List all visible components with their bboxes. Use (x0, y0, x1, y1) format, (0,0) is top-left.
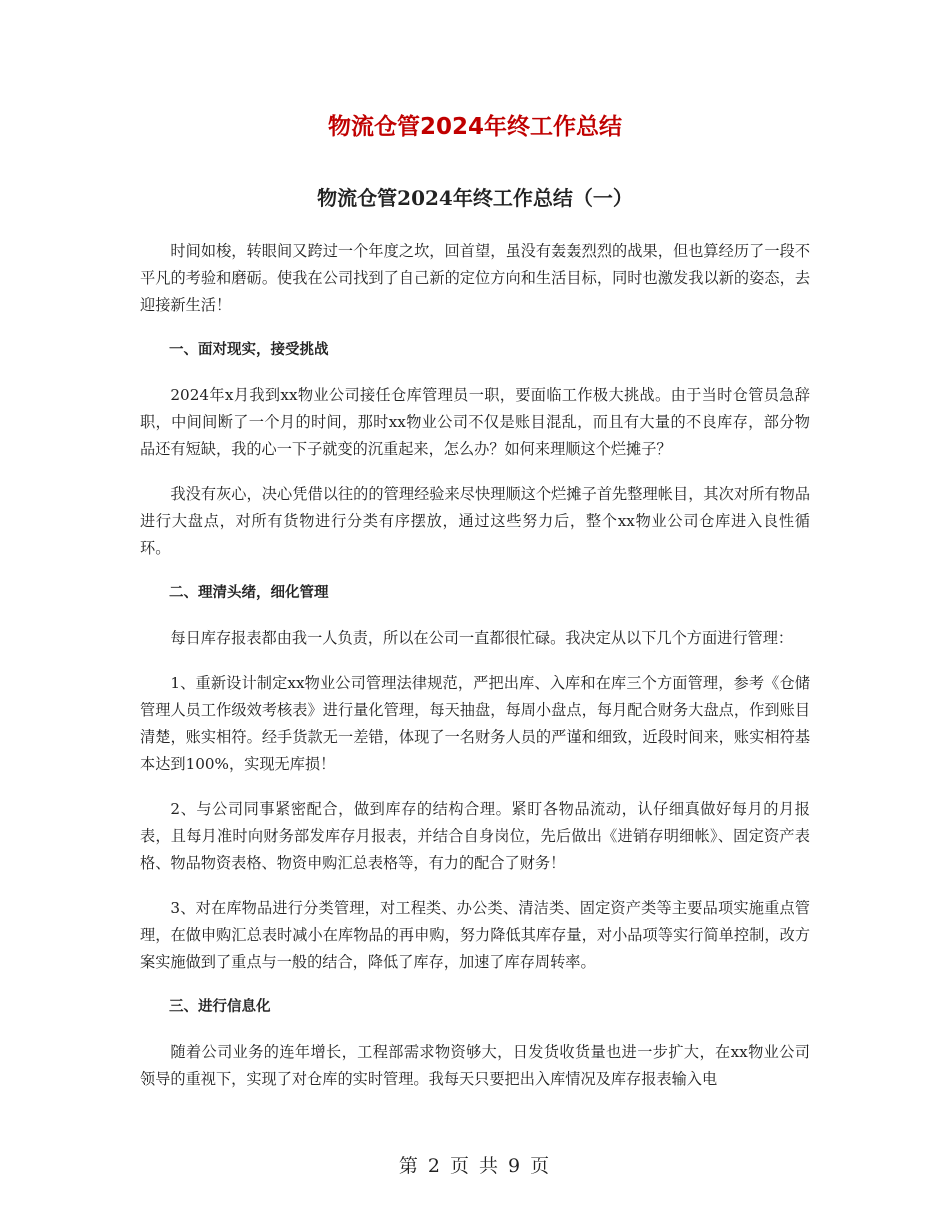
list-item-2: 2、与公司同事紧密配合，做到库存的结构合理。紧盯各物品流动，认仔细真做好每月的月报表，且每月准时向财务部发库存月报表，并结合自身岗位，先后做出《进销存明细帐》、固定资产表格、物品物资表格、物资申购汇总表格等，有力的配合了财务！ (140, 800, 810, 872)
document-subtitle: 物流仓管2024年终工作总结（一） (317, 186, 633, 210)
document-title: 物流仓管2024年终工作总结 (327, 114, 622, 140)
paragraph: 每日库存报表都由我一人负责，所以在公司一直都很忙碌。我决定从以下几个方面进行管理： (170, 629, 794, 647)
paragraph: 2024年x月我到xx物业公司接任仓库管理员一职，要面临工作极大挑战。由于当时仓管员急辞职，中间间断了一个月的时间，那时xx物业公司不仅是账目混乱，而且有大量的不良库存，部分物品还有短缺，我的心一下子就变的沉重起来，怎么办？如何来理顺这个烂摊子？ (140, 386, 810, 458)
paragraph-intro: 时间如梭，转眼间又跨过一个年度之坎，回首望，虽没有轰轰烈烈的战果，但也算经历了一段不平凡的考验和磨砺。使我在公司找到了自己新的定位方向和生活目标，同时也激发我以新的姿态，去迎接新生活！ (140, 242, 810, 314)
list-item-1: 1、重新设计制定xx物业公司管理法律规范，严把出库、入库和在库三个方面管理，参考《仓储管理人员工作级效考核表》进行量化管理，每天抽盘，每周小盘点，每月配合财务大盘点，作到账目清楚，账实相符。经手货款无一差错，体现了一名财务人员的严谨和细致，近段时间来，账实相符基本达到100%，实现无库损！ (140, 674, 810, 773)
section-heading-3: 三、进行信息化 (169, 999, 271, 1015)
section-heading-2: 二、理清头绪，细化管理 (169, 585, 329, 601)
section-heading-1: 一、面对现实，接受挑战 (169, 342, 329, 358)
document-body (140, 238, 810, 1111)
page-number-footer: 第 2 页 共 9 页 (398, 1155, 552, 1177)
list-item-3: 3、对在库物品进行分类管理，对工程类、办公类、清洁类、固定资产类等主要品项实施重点管理，在做申购汇总表时减小在库物品的再申购，努力降低其库存量，对小品项等实行简单控制，改方案实施做到了重点与一般的结合，降低了库存，加速了库存周转率。 (140, 899, 810, 971)
paragraph: 我没有灰心，决心凭借以往的的管理经验来尽快理顺这个烂摊子首先整理帐目，其次对所有物品进行大盘点，对所有货物进行分类有序摆放，通过这些努力后，整个xx物业公司仓库进入良性循环。 (140, 485, 810, 557)
paragraph: 随着公司业务的连年增长，工程部需求物资够大，日发货收货量也进一步扩大，在xx物业公司领导的重视下，实现了对仓库的实时管理。我每天只要把出入库情况及库存报表输入电 (140, 1043, 810, 1088)
